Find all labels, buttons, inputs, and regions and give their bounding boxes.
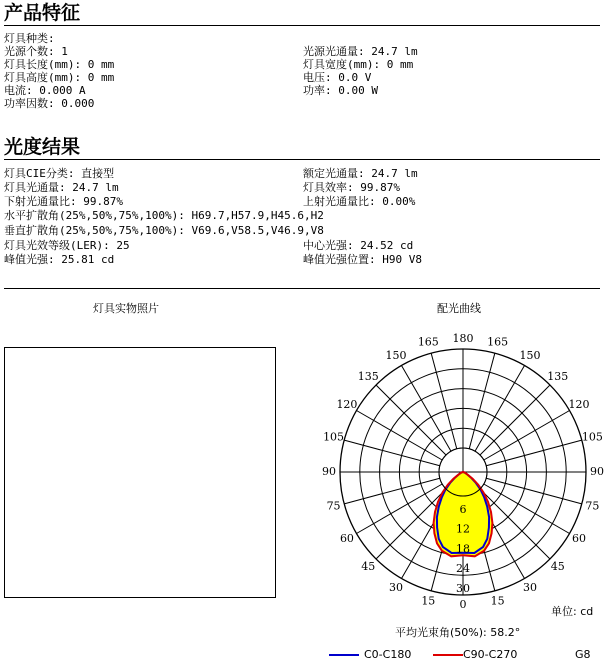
grid-spoke [480,385,550,455]
product-source-count: 光源个数: 1 [4,45,68,58]
angle-label: 135 [547,370,569,384]
angle-label: 15 [421,594,436,608]
angle-label: 60 [572,532,587,545]
product-current: 电流: 0.000 A [4,84,86,97]
legend-label-c0: C0-C180 [364,648,412,661]
grid-spoke [344,440,440,466]
angle-label: 30 [389,581,403,595]
angle-label: 120 [336,398,358,411]
angle-label: 60 [339,532,354,545]
radial-tick-label: 30 [456,582,470,595]
grid-spoke [486,478,582,504]
angle-label: 75 [326,499,341,513]
angle-label: 45 [361,559,376,573]
photo-caption: 灯具实物照片 [93,302,159,315]
legend-label-c90: C90-C270 [463,648,518,661]
product-section-title: 产品特征 [4,2,81,24]
radial-tick-label: 12 [456,522,470,536]
unit-label: 单位: cd [551,605,594,618]
angle-label: 0 [459,598,467,611]
luminaire-photo [4,347,276,598]
angle-label: 15 [490,594,505,608]
legend-swatch-c0 [329,654,359,656]
radial-tick-label: 24 [456,562,470,576]
result-efficiency: 灯具效率: 99.87% [303,181,400,194]
product-length: 灯具长度(mm): 0 mm [4,58,115,71]
angle-label: 30 [523,581,537,595]
angle-label: 90 [322,465,336,478]
angle-label: 105 [581,430,603,444]
result-horizontal-spread: 水平扩散角(25%,50%,75%,100%): H69.7,H57.9,H45.6,H2 [4,209,324,222]
angle-label: 105 [323,430,345,444]
product-section-divider [4,25,600,26]
legend-swatch-c90 [433,654,463,656]
angle-label: 150 [385,348,407,362]
product-height: 灯具高度(mm): 0 mm [4,71,115,84]
results-bottom-divider [4,288,600,289]
polar-caption: 配光曲线 [437,302,481,315]
angle-label: 90 [590,465,604,478]
angle-label: 120 [568,398,590,411]
angle-label: 135 [357,370,379,384]
grid-spoke [469,353,495,449]
results-section-title: 光度结果 [4,136,81,158]
product-light-type: 灯具种类: [4,32,55,45]
angle-label: 150 [519,348,541,362]
product-voltage: 电压: 0.0 V [303,71,372,84]
result-peak-intensity: 峰值光强: 25.81 cd [4,253,115,266]
result-rated-flux: 额定光通量: 24.7 lm [303,167,418,180]
grid-spoke [486,440,582,466]
angle-label: 165 [487,335,509,349]
radial-tick-label: 6 [459,502,467,516]
angle-label: 75 [585,499,600,513]
angle-label: 165 [417,335,439,349]
product-power-factor: 功率因数: 0.000 [4,97,95,110]
grid-spoke [344,478,440,504]
radial-tick-label: 18 [456,542,470,556]
result-center-intensity: 中心光强: 24.52 cd [303,239,414,252]
angle-label: 45 [550,559,565,573]
results-section-divider [4,159,600,160]
product-source-flux: 光源光通量: 24.7 lm [303,45,418,58]
result-luminaire-flux: 灯具光通量: 24.7 lm [4,181,119,194]
result-downward-ratio: 下射光通量比: 99.87% [4,195,123,208]
result-ler: 灯具光效等级(LER): 25 [4,239,130,252]
grid-spoke [431,353,457,449]
beam-angle-label: 平均光束角(50%): 58.2° [395,626,521,639]
grid-spoke [376,385,446,455]
polar-chart [315,326,612,616]
result-upward-ratio: 上射光通量比: 0.00% [303,195,416,208]
result-cie-class: 灯具CIE分类: 直接型 [4,167,115,180]
product-width: 灯具宽度(mm): 0 mm [303,58,414,71]
result-peak-position: 峰值光强位置: H90 V8 [303,253,422,266]
product-power: 功率: 0.00 W [303,84,378,97]
chart-code: G8 [575,648,591,661]
result-vertical-spread: 垂直扩散角(25%,50%,75%,100%): V69.6,V58.5,V46.9,V8 [4,224,324,237]
angle-label: 180 [452,332,474,345]
